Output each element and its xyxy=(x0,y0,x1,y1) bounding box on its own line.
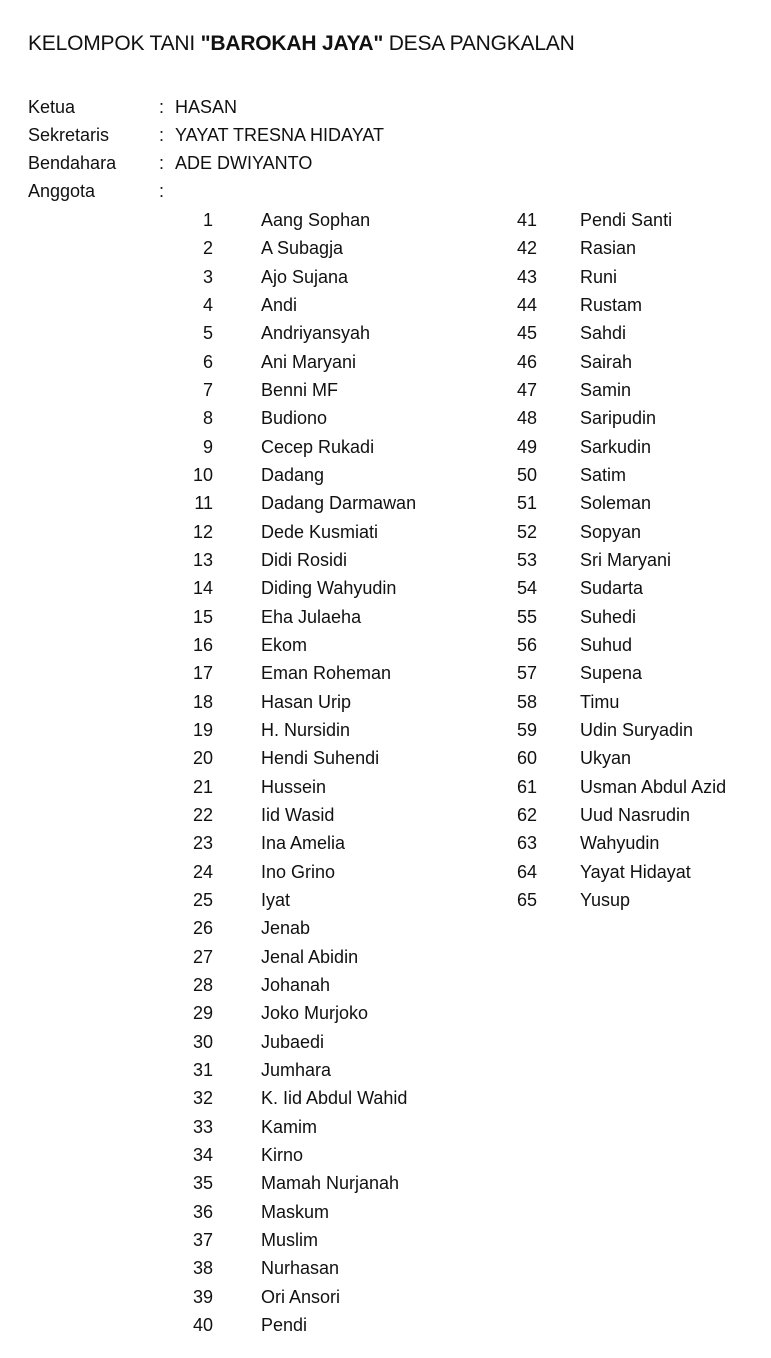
member-name: Nurhasan xyxy=(261,1258,340,1279)
member-name: Kirno xyxy=(261,1144,304,1165)
member-name: Sopyan xyxy=(580,521,642,542)
member-name: Didi Rosidi xyxy=(261,549,348,570)
member-number: 10 xyxy=(192,464,213,485)
member-number: 15 xyxy=(192,606,213,627)
officer-colon: : xyxy=(159,125,165,145)
member-number: 57 xyxy=(516,663,537,684)
member-number: 38 xyxy=(192,1258,213,1279)
member-name: Dede Kusmiati xyxy=(261,521,379,542)
member-number: 54 xyxy=(516,578,537,599)
member-number: 47 xyxy=(516,379,537,400)
member-number: 29 xyxy=(192,1003,213,1024)
member-number: 19 xyxy=(192,719,213,740)
member-name: Iyat xyxy=(261,889,291,910)
officer-colon: : xyxy=(159,97,165,117)
member-number: 8 xyxy=(202,408,213,429)
officer-colon: : xyxy=(159,181,165,201)
officer-label: Anggota xyxy=(28,181,96,201)
officer-label: Bendahara xyxy=(28,153,117,173)
member-number: 20 xyxy=(192,748,213,769)
member-name: Ori Ansori xyxy=(261,1286,341,1307)
member-number: 23 xyxy=(192,833,213,854)
officer-value: YAYAT TRESNA HIDAYAT xyxy=(175,125,385,145)
member-name: Jumhara xyxy=(261,1059,332,1080)
member-name: Yayat Hidayat xyxy=(580,861,691,882)
member-name: Usman Abdul Azid xyxy=(580,776,727,797)
officer-colon: : xyxy=(159,153,165,173)
member-name: Suhud xyxy=(580,634,633,655)
member-name: Muslim xyxy=(261,1229,318,1250)
member-number: 26 xyxy=(192,918,213,939)
member-number: 50 xyxy=(516,464,537,485)
member-number: 16 xyxy=(192,634,213,655)
member-number: 1 xyxy=(202,210,213,230)
member-number: 40 xyxy=(192,1314,213,1335)
member-name: Uud Nasrudin xyxy=(580,804,691,825)
member-number: 35 xyxy=(192,1173,213,1194)
member-name: Yusup xyxy=(580,889,631,910)
member-number: 11 xyxy=(194,493,213,514)
member-number: 44 xyxy=(516,294,537,315)
member-name: Hasan Urip xyxy=(261,691,352,712)
member-name: Andi xyxy=(261,294,298,315)
member-name: Jenab xyxy=(261,918,311,939)
member-name: Sairah xyxy=(580,351,633,372)
member-name: Eman Roheman xyxy=(261,663,392,684)
member-name: Dadang xyxy=(261,464,325,485)
member-number: 59 xyxy=(516,719,537,740)
member-number: 25 xyxy=(192,889,213,910)
officer-label: Sekretaris xyxy=(28,125,110,145)
member-number: 5 xyxy=(202,323,213,344)
member-number: 17 xyxy=(192,663,213,684)
member-name: Wahyudin xyxy=(580,833,660,854)
officer-label: Ketua xyxy=(28,97,76,117)
member-name: Mamah Nurjanah xyxy=(261,1173,400,1194)
member-name: Suhedi xyxy=(580,606,637,627)
member-number: 42 xyxy=(516,238,537,259)
member-number: 33 xyxy=(192,1116,213,1137)
member-number: 31 xyxy=(192,1059,213,1080)
member-name: Johanah xyxy=(261,974,331,995)
member-number: 36 xyxy=(192,1201,213,1222)
member-name: Satim xyxy=(580,464,627,485)
member-number: 32 xyxy=(192,1088,213,1109)
member-number: 9 xyxy=(202,436,213,457)
member-name: Soleman xyxy=(580,493,652,514)
member-number: 51 xyxy=(516,493,537,514)
member-name: Eha Julaeha xyxy=(261,606,362,627)
officer-value: HASAN xyxy=(175,97,238,117)
member-number: 62 xyxy=(516,804,537,825)
member-name: A Subagja xyxy=(261,238,344,259)
title-prefix: KELOMPOK TANI xyxy=(28,32,201,55)
member-number: 3 xyxy=(202,266,213,287)
member-name: Kamim xyxy=(261,1116,318,1137)
member-number: 4 xyxy=(202,294,213,315)
member-number: 30 xyxy=(192,1031,213,1052)
member-name: Ino Grino xyxy=(261,861,336,882)
member-number: 43 xyxy=(516,266,537,287)
member-number: 45 xyxy=(516,323,537,344)
member-number: 65 xyxy=(516,889,537,910)
title-suffix: DESA PANGKALAN xyxy=(383,32,575,55)
member-name: Budiono xyxy=(261,408,328,429)
member-name: Ajo Sujana xyxy=(261,266,349,287)
member-number: 60 xyxy=(516,748,537,769)
member-name: Aang Sophan xyxy=(261,210,371,230)
member-name: Sahdi xyxy=(580,323,627,344)
member-number: 28 xyxy=(192,974,213,995)
member-number: 27 xyxy=(192,946,213,967)
member-name: Runi xyxy=(580,266,618,287)
member-number: 12 xyxy=(192,521,213,542)
member-number: 55 xyxy=(516,606,537,627)
member-number: 18 xyxy=(192,691,213,712)
member-number: 53 xyxy=(516,549,537,570)
member-number: 13 xyxy=(192,549,213,570)
member-number: 58 xyxy=(516,691,537,712)
member-name: Iid Wasid xyxy=(261,804,335,825)
member-number: 49 xyxy=(516,436,537,457)
member-name: Jenal Abidin xyxy=(261,946,359,967)
member-name: Dadang Darmawan xyxy=(261,493,417,514)
member-number: 56 xyxy=(516,634,537,655)
member-name: Ani Maryani xyxy=(261,351,357,372)
member-number: 22 xyxy=(192,804,213,825)
member-number: 21 xyxy=(192,776,213,797)
member-name: Hendi Suhendi xyxy=(261,748,380,769)
member-name: Hussein xyxy=(261,776,327,797)
member-number: 61 xyxy=(516,776,537,797)
member-name: Udin Suryadin xyxy=(580,719,694,740)
member-name: K. Iid Abdul Wahid xyxy=(261,1088,408,1109)
member-number: 6 xyxy=(202,351,213,372)
member-number: 41 xyxy=(516,210,537,230)
member-name: Benni MF xyxy=(261,379,339,400)
member-name: Maskum xyxy=(261,1201,330,1222)
member-name: Timu xyxy=(580,691,620,712)
member-name: Sri Maryani xyxy=(580,549,672,570)
member-name: Diding Wahyudin xyxy=(261,578,397,599)
member-name: Samin xyxy=(580,379,632,400)
member-name: Saripudin xyxy=(580,408,657,429)
member-name: Andriyansyah xyxy=(261,323,371,344)
member-name: Rustam xyxy=(580,294,643,315)
member-name: Pendi Santi xyxy=(580,210,673,230)
member-number: 14 xyxy=(192,578,213,599)
member-number: 39 xyxy=(192,1286,213,1307)
member-number: 48 xyxy=(516,408,537,429)
member-number: 63 xyxy=(516,833,537,854)
member-number: 46 xyxy=(516,351,537,372)
member-name: Jubaedi xyxy=(261,1031,325,1052)
member-name: Ekom xyxy=(261,634,308,655)
member-number: 37 xyxy=(192,1229,213,1250)
member-name: Sudarta xyxy=(580,578,644,599)
member-number: 34 xyxy=(192,1144,213,1165)
officer-value: ADE DWIYANTO xyxy=(175,153,313,173)
title-group-name: "BAROKAH JAYA" xyxy=(200,32,384,55)
member-name: Joko Murjoko xyxy=(261,1003,369,1024)
member-name: Rasian xyxy=(580,238,637,259)
member-number: 24 xyxy=(192,861,213,882)
member-name: Ina Amelia xyxy=(261,833,346,854)
member-number: 7 xyxy=(202,379,213,400)
member-name: Pendi xyxy=(261,1314,308,1335)
member-number: 2 xyxy=(202,238,213,259)
member-number: 52 xyxy=(516,521,537,542)
member-name: Cecep Rukadi xyxy=(261,436,375,457)
member-name: Supena xyxy=(580,663,643,684)
member-number: 64 xyxy=(516,861,537,882)
member-name: Ukyan xyxy=(580,748,632,769)
member-name: H. Nursidin xyxy=(261,719,351,740)
member-name: Sarkudin xyxy=(580,436,652,457)
